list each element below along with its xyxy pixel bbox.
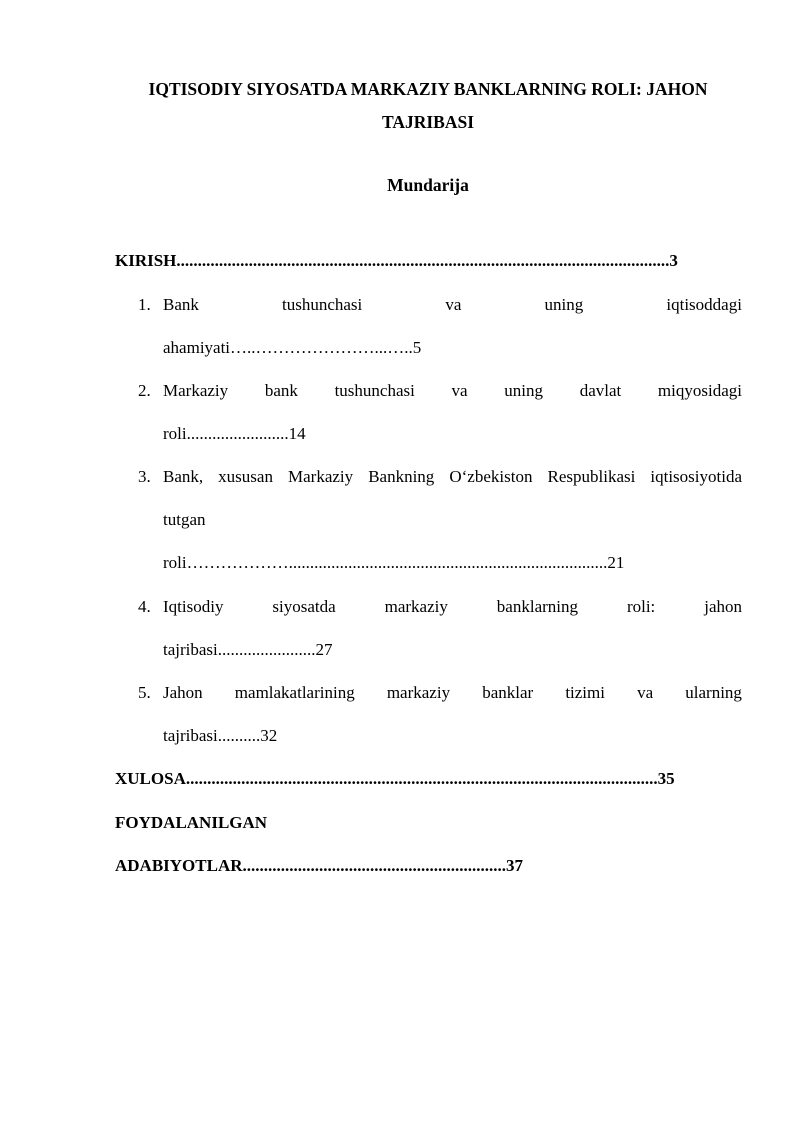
title-line-2: TAJRIBASI (381, 112, 475, 132)
toc-item-2-word: uning (504, 381, 543, 400)
toc-item-1-line1 (163, 290, 742, 320)
toc-item-4-word: banklarning (496, 597, 578, 616)
toc-item-5-word: mamlakatlarining (234, 683, 355, 702)
toc-item-2-word: tushunchasi (334, 381, 415, 400)
toc-item-2-line1 (163, 376, 742, 406)
toc-item-3-number: 3. (138, 467, 151, 486)
toc-item-4-line2: tajribasi.......................27 (163, 640, 333, 659)
toc-item-5-word: ularning (685, 683, 742, 702)
toc-item-4-line1 (163, 592, 742, 622)
toc-item-2-number: 2. (138, 381, 151, 400)
toc-item-5-word: va (637, 683, 654, 702)
toc-item-2-word: davlat (579, 381, 622, 400)
toc-item-1-word: tushunchasi (282, 295, 363, 314)
toc-item-1-word: iqtisoddagi (666, 295, 742, 314)
toc-item-3-line1: Bank, xususan Markaziy Bankning O‘zbekiston Respublikasi iqtisosiyotida (163, 467, 742, 486)
toc-references-line1: FOYDALANILGAN (115, 813, 268, 832)
toc-conclusion: XULOSA...............................................................................................................35 (115, 769, 675, 788)
toc-item-5-line1 (163, 678, 742, 708)
toc-item-5-number: 5. (138, 683, 151, 702)
toc-item-3-line3: roli………………...........................................................................21 (163, 553, 625, 572)
toc-item-5-line2: tajribasi..........32 (163, 726, 278, 745)
document-title (110, 73, 746, 139)
toc-intro: KIRISH....................................................................................................................3 (115, 251, 678, 270)
toc-item-5-word: markaziy (386, 683, 451, 702)
toc-item-2-word: miqyosidagi (657, 381, 742, 400)
toc-item-4-word: roli: (626, 597, 656, 616)
toc-item-2-word: va (451, 381, 468, 400)
toc-item-5-word: Jahon (163, 683, 203, 702)
toc-item-4-word: markaziy (384, 597, 448, 616)
title-line-1: IQTISODIY SIYOSATDA MARKAZIY BANKLARNING ROLI: JAHON (148, 79, 708, 99)
toc-item-5-word: banklar (482, 683, 534, 702)
toc-item-5-word: tizimi (565, 683, 605, 702)
toc-references-line2: ADABIYOTLAR..............................................................37 (115, 856, 524, 875)
toc-item-4-number: 4. (138, 597, 151, 616)
toc-item-2-line2: roli........................14 (163, 424, 306, 443)
toc-item-2-word: bank (264, 381, 298, 400)
toc-heading: Mundarija (387, 175, 469, 195)
toc-item-1-word: Bank (163, 295, 199, 314)
toc-item-1-word: uning (544, 295, 584, 314)
toc-item-1-line2: ahamiyati…..…………………...…..5 (163, 338, 422, 357)
toc-item-4-word: siyosatda (272, 597, 336, 616)
toc-item-3-line2: tutgan (163, 510, 206, 529)
toc-item-1-number: 1. (138, 295, 151, 314)
toc-item-2-word: Markaziy (163, 381, 229, 400)
toc-item-1-word: va (445, 295, 462, 314)
toc-item-4-word: jahon (704, 597, 742, 616)
toc-item-4-word: Iqtisodiy (163, 597, 224, 616)
